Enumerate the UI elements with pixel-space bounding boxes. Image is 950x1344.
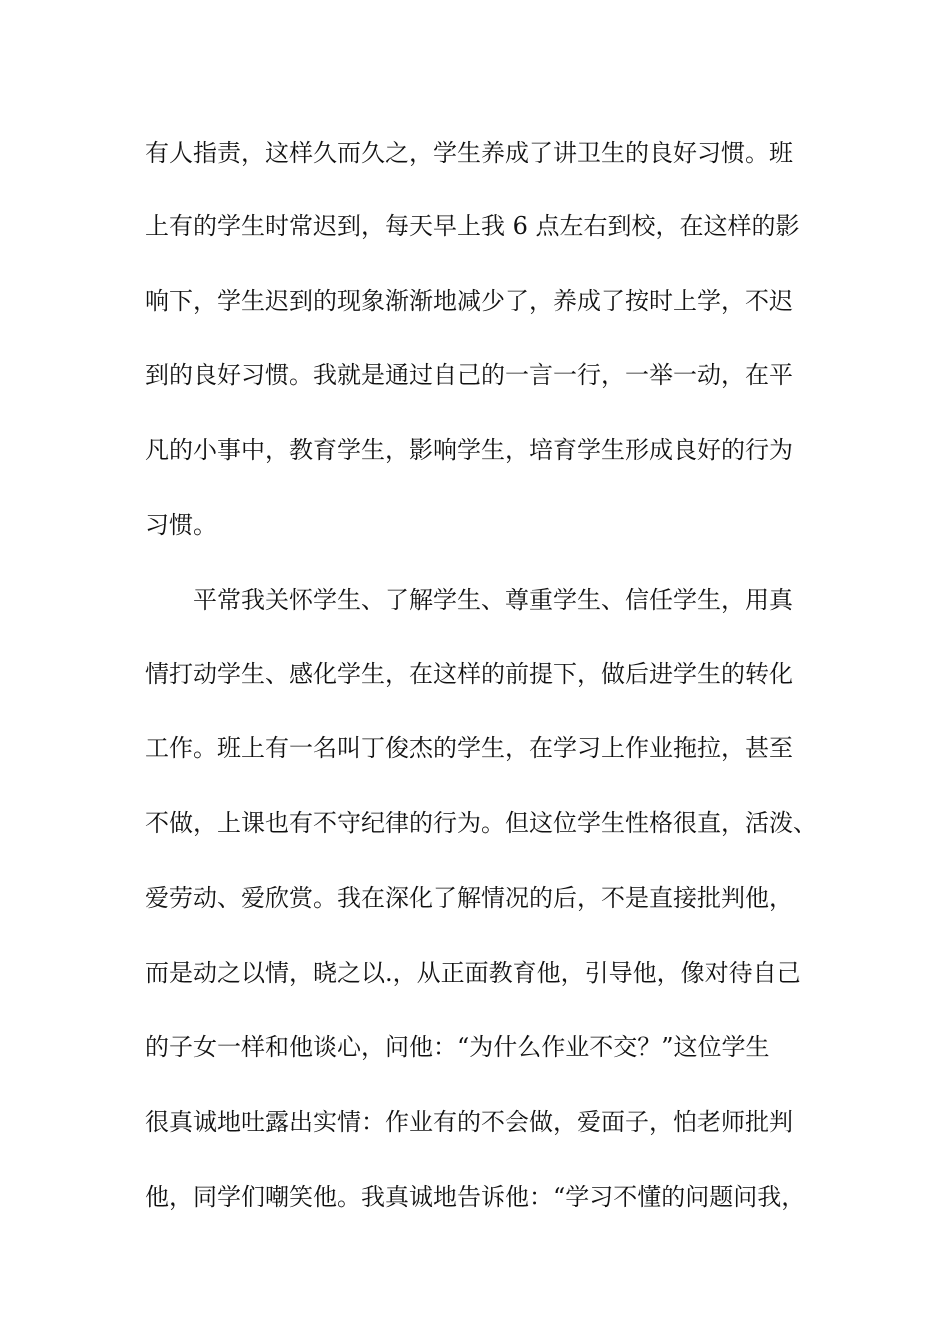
text-line: 到的良好习惯。我就是通过自己的一言一行，一举一动，在平 xyxy=(145,361,793,389)
text-line: 爱劳动、爱欣赏。我在深化了解情况的后，不是直接批判他， xyxy=(145,884,793,912)
text-line: 凡的小事中，教育学生，影响学生，培育学生形成良好的行为 xyxy=(145,436,793,464)
text-line: 工作。班上有一名叫丁俊杰的学生，在学习上作业拖拉，甚至 xyxy=(145,734,793,762)
text-line: 上有的学生时常迟到，每天早上我 6 点左右到校，在这样的影 xyxy=(145,212,800,240)
paragraph-first-line: 平常我关怀学生、了解学生、尊重学生、信任学生，用真 xyxy=(193,586,793,614)
text-line: 情打动学生、感化学生，在这样的前提下，做后进学生的转化 xyxy=(145,660,793,688)
text-line: 不做，上课也有不守纪律的行为。但这位学生性格很直，活泼、 xyxy=(145,809,817,837)
text-line: 而是动之以情，晓之以.，从正面教育他，引导他，像对待自己 xyxy=(145,959,801,987)
text-line: 的子女一样和他谈心，问他：“为什么作业不交？”这位学生 xyxy=(145,1033,770,1061)
text-line: 习惯。 xyxy=(145,511,217,539)
text-line: 很真诚地吐露出实情：作业有的不会做，爱面子，怕老师批判 xyxy=(145,1108,793,1136)
text-line: 有人指责，这样久而久之，学生养成了讲卫生的良好习惯。班 xyxy=(145,139,793,167)
text-line: 响下，学生迟到的现象渐渐地减少了，养成了按时上学，不迟 xyxy=(145,287,793,315)
text-line: 他，同学们嘲笑他。我真诚地告诉他：“学习不懂的问题问我， xyxy=(145,1183,806,1211)
